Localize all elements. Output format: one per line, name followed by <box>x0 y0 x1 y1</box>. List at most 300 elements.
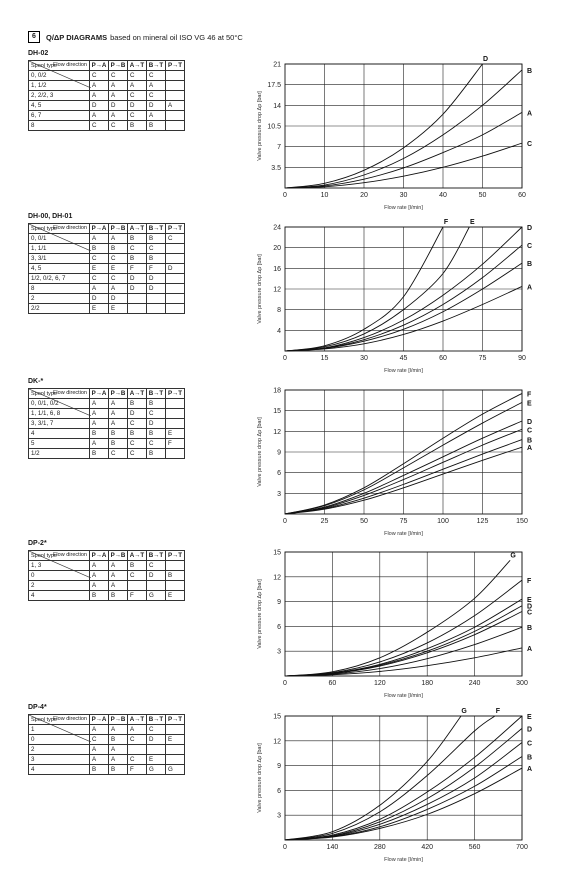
x-axis-label: Flow rate [l/min] <box>384 368 423 374</box>
pressure-drop-chart <box>250 56 550 224</box>
curve-letter-cell: C <box>109 254 128 264</box>
spool-type-cell: 2, 2/2, 3 <box>29 91 90 101</box>
spool-table <box>28 388 185 459</box>
pressure-drop-chart <box>250 219 550 387</box>
column-header: A→T <box>128 389 147 399</box>
series-label: B <box>527 437 533 445</box>
curve-letter-cell: A <box>90 81 109 91</box>
x-tick-label: 40 <box>439 192 447 199</box>
curve-letter-cell: C <box>147 91 166 101</box>
curve-letter-cell: A <box>128 81 147 91</box>
curve-letter-cell: B <box>147 399 166 409</box>
curve-letter-cell: C <box>90 274 109 284</box>
column-header: A→T <box>128 61 147 71</box>
curve-letter-cell: A <box>90 561 109 571</box>
valve-model-title: DH-00, DH-01 <box>28 213 73 220</box>
column-header: P→A <box>90 715 109 725</box>
curve-letter-cell: D <box>128 409 147 419</box>
curve-letter-cell: C <box>128 735 147 745</box>
curve-letter-cell <box>147 294 166 304</box>
spool-type-label: Spool type <box>31 63 57 69</box>
curve-letter-cell <box>128 294 147 304</box>
flow-direction-label: Flow direction <box>53 390 87 396</box>
curve-letter-cell: B <box>147 121 166 131</box>
table-row <box>29 449 185 459</box>
series-label: A <box>527 110 533 118</box>
column-header: P→B <box>109 389 128 399</box>
curve-letter-cell: D <box>109 294 128 304</box>
spool-type-cell: 2/2 <box>29 304 90 314</box>
curve-letter-cell <box>166 561 185 571</box>
spool-type-cell: 1/2 <box>29 449 90 459</box>
series-label: F <box>527 578 532 586</box>
curve-letter-cell: B <box>128 234 147 244</box>
series-line-E <box>285 716 522 840</box>
x-tick-label: 180 <box>421 680 434 687</box>
x-tick-label: 60 <box>518 192 526 199</box>
curve-letter-cell: B <box>90 765 109 775</box>
spool-type-label: Spool type <box>31 553 57 559</box>
y-tick-label: 9 <box>277 449 281 457</box>
x-tick-label: 700 <box>516 844 528 851</box>
curve-letter-cell: E <box>90 264 109 274</box>
series-label: D <box>527 225 533 232</box>
spool-type-cell: 5 <box>29 439 90 449</box>
y-tick-label: 7 <box>277 144 281 152</box>
flow-direction-label: Flow direction <box>53 716 87 722</box>
valve-model-title: DP-4* <box>28 704 47 711</box>
series-line-F <box>285 716 495 840</box>
curve-letter-cell: B <box>128 121 147 131</box>
curve-letter-cell: A <box>109 234 128 244</box>
spool-table <box>28 60 185 131</box>
spool-type-cell: 0, 0/1, 0/2 <box>29 399 90 409</box>
x-tick-label: 420 <box>421 844 434 851</box>
series-label: F <box>443 219 449 226</box>
curve-letter-cell <box>128 581 147 591</box>
series-label: D <box>482 56 489 63</box>
series-label: D <box>527 603 533 611</box>
column-header: P→T <box>166 61 185 71</box>
series-label: E <box>527 400 532 408</box>
y-tick-label: 24 <box>273 224 281 232</box>
curve-letter-cell: A <box>90 745 109 755</box>
x-tick-label: 50 <box>360 518 368 525</box>
page-header <box>28 30 243 44</box>
spool-type-cell: 4, 5 <box>29 264 90 274</box>
column-header: P→T <box>166 551 185 561</box>
x-axis-label: Flow rate [l/min] <box>384 205 423 211</box>
curve-letter-cell: D <box>147 284 166 294</box>
curve-letter-cell: C <box>109 71 128 81</box>
spool-type-cell: 2 <box>29 581 90 591</box>
series-label: D <box>527 419 533 426</box>
curve-letter-cell: B <box>90 429 109 439</box>
curve-letter-cell: A <box>90 284 109 294</box>
table-row <box>29 765 185 775</box>
y-tick-label: 15 <box>273 408 281 416</box>
curve-letter-cell <box>166 419 185 429</box>
curve-letter-cell: B <box>147 429 166 439</box>
curve-letter-cell: B <box>109 244 128 254</box>
curve-letter-cell <box>166 745 185 755</box>
x-axis-label: Flow rate [l/min] <box>384 531 423 537</box>
spool-type-cell: 2 <box>29 745 90 755</box>
curve-letter-cell: A <box>109 419 128 429</box>
curve-letter-cell: B <box>109 735 128 745</box>
curve-letter-cell <box>166 71 185 81</box>
y-axis-label: Valve pressure drop Δp [bar] <box>257 743 263 813</box>
curve-letter-cell: C <box>109 121 128 131</box>
curve-letter-cell: D <box>147 274 166 284</box>
spool-type-cell: 4, 5 <box>29 101 90 111</box>
section-number: 6 <box>28 31 40 43</box>
curve-letter-cell <box>166 581 185 591</box>
column-header: A→T <box>128 551 147 561</box>
curve-letter-cell: E <box>90 304 109 314</box>
curve-letter-cell: A <box>90 409 109 419</box>
curve-letter-cell: C <box>128 449 147 459</box>
curve-letter-cell: B <box>109 591 128 601</box>
series-label: E <box>527 714 532 721</box>
x-tick-label: 60 <box>328 680 337 687</box>
curve-letter-cell: B <box>90 591 109 601</box>
series-label: C <box>527 427 533 435</box>
curve-letter-cell: C <box>147 561 166 571</box>
column-header: P→A <box>90 389 109 399</box>
curve-letter-cell: C <box>147 409 166 419</box>
curve-letter-cell: B <box>147 234 166 244</box>
curve-letter-cell <box>147 581 166 591</box>
curve-letter-cell <box>147 745 166 755</box>
curve-letter-cell <box>166 409 185 419</box>
x-tick-label: 30 <box>360 355 368 362</box>
column-header: P→T <box>166 389 185 399</box>
curve-letter-cell: C <box>128 71 147 81</box>
flow-direction-label: Flow direction <box>53 225 87 231</box>
curve-letter-cell: D <box>90 101 109 111</box>
curve-letter-cell: G <box>147 591 166 601</box>
x-tick-label: 0 <box>283 844 287 851</box>
curve-letter-cell: D <box>166 264 185 274</box>
series-label: E <box>527 597 532 605</box>
y-tick-label: 12 <box>273 574 281 582</box>
table-row <box>29 591 185 601</box>
curve-letter-cell: B <box>128 254 147 264</box>
curve-letter-cell: C <box>147 244 166 254</box>
table-row <box>29 439 185 449</box>
x-tick-label: 0 <box>283 680 287 687</box>
series-label: B <box>527 754 533 762</box>
x-tick-label: 75 <box>478 355 487 362</box>
y-tick-label: 12 <box>273 286 281 294</box>
y-axis-label: Valve pressure drop Δp [bar] <box>257 417 263 487</box>
curve-letter-cell <box>166 304 185 314</box>
column-header: P→T <box>166 715 185 725</box>
column-header: B→T <box>147 61 166 71</box>
column-header: P→B <box>109 61 128 71</box>
pressure-drop-chart <box>250 549 550 712</box>
curve-letter-cell <box>166 91 185 101</box>
table-row <box>29 101 185 111</box>
curve-letter-cell: C <box>128 244 147 254</box>
curve-letter-cell: D <box>147 101 166 111</box>
series-label: C <box>527 243 533 251</box>
curve-letter-cell: B <box>166 571 185 581</box>
series-label: D <box>527 726 533 734</box>
series-label: F <box>495 708 501 715</box>
series-line-C <box>285 612 522 676</box>
table-row <box>29 755 185 765</box>
series-label: A <box>527 445 533 453</box>
x-tick-label: 140 <box>326 844 339 851</box>
table-row <box>29 745 185 755</box>
series-line-B <box>285 757 522 840</box>
x-tick-label: 20 <box>360 192 368 199</box>
curve-letter-cell: E <box>166 591 185 601</box>
curve-letter-cell: C <box>109 274 128 284</box>
column-header: P→B <box>109 224 128 234</box>
curve-letter-cell: A <box>109 409 128 419</box>
curve-letter-cell: A <box>90 725 109 735</box>
x-tick-label: 25 <box>320 518 329 525</box>
spool-type-cell: 0 <box>29 571 90 581</box>
table-row <box>29 429 185 439</box>
table-row <box>29 111 185 121</box>
curve-letter-cell: A <box>90 91 109 101</box>
pressure-drop-chart <box>250 708 550 876</box>
curve-letter-cell <box>166 111 185 121</box>
y-tick-label: 15 <box>273 713 281 721</box>
spool-type-cell: 4 <box>29 591 90 601</box>
curve-letter-cell: A <box>128 725 147 735</box>
x-tick-label: 100 <box>437 518 449 525</box>
spool-type-cell: 6, 7 <box>29 111 90 121</box>
curve-letter-cell: C <box>128 419 147 429</box>
table-row <box>29 274 185 284</box>
x-tick-label: 15 <box>320 355 329 362</box>
y-tick-label: 17.5 <box>267 82 281 90</box>
y-tick-label: 21 <box>273 61 281 69</box>
spool-type-cell: 3, 3/1, 7 <box>29 419 90 429</box>
x-tick-label: 45 <box>399 355 408 362</box>
curve-letter-cell: F <box>128 264 147 274</box>
curve-letter-cell: C <box>90 254 109 264</box>
curve-letter-cell: A <box>90 234 109 244</box>
curve-letter-cell: A <box>109 571 128 581</box>
curve-letter-cell: C <box>128 91 147 101</box>
series-label: A <box>527 645 533 653</box>
curve-letter-cell: A <box>109 91 128 101</box>
y-tick-label: 3 <box>277 648 281 656</box>
series-label: B <box>527 67 533 75</box>
curve-letter-cell: B <box>128 561 147 571</box>
y-tick-label: 12 <box>273 738 281 746</box>
curve-letter-cell <box>166 244 185 254</box>
column-header: A→T <box>128 715 147 725</box>
column-header: P→T <box>166 224 185 234</box>
curve-letter-cell: C <box>109 449 128 459</box>
curve-letter-cell <box>166 294 185 304</box>
spool-type-cell: 0, 0/1 <box>29 234 90 244</box>
curve-letter-cell <box>128 745 147 755</box>
x-axis-label: Flow rate [l/min] <box>384 857 423 863</box>
x-tick-label: 10 <box>320 192 329 199</box>
curve-letter-cell <box>166 449 185 459</box>
curve-letter-cell <box>166 121 185 131</box>
curve-letter-cell: A <box>109 561 128 571</box>
curve-letter-cell: A <box>166 101 185 111</box>
column-header: P→B <box>109 551 128 561</box>
plot-frame <box>285 716 522 840</box>
curve-letter-cell: E <box>166 735 185 745</box>
x-tick-label: 120 <box>373 680 386 687</box>
curve-letter-cell: C <box>147 71 166 81</box>
curve-letter-cell: F <box>128 765 147 775</box>
curve-letter-cell <box>166 284 185 294</box>
curve-letter-cell: A <box>109 725 128 735</box>
curve-letter-cell: G <box>147 765 166 775</box>
curve-letter-cell: E <box>166 429 185 439</box>
curve-letter-cell: C <box>128 439 147 449</box>
spool-type-cell: 1, 1/1, 6, 8 <box>29 409 90 419</box>
table-row <box>29 581 185 591</box>
curve-letter-cell: A <box>90 111 109 121</box>
y-tick-label: 6 <box>277 470 281 478</box>
spool-type-cell: 0 <box>29 735 90 745</box>
y-tick-label: 18 <box>273 387 281 395</box>
curve-letter-cell: A <box>109 81 128 91</box>
spool-type-cell: 2 <box>29 294 90 304</box>
y-tick-label: 10.5 <box>267 123 281 131</box>
curve-letter-cell: A <box>109 111 128 121</box>
x-tick-label: 0 <box>283 355 287 362</box>
spool-type-cell: 1, 1/1 <box>29 244 90 254</box>
curve-letter-cell: A <box>90 399 109 409</box>
curve-letter-cell <box>166 274 185 284</box>
curve-letter-cell: A <box>147 81 166 91</box>
y-tick-label: 9 <box>277 599 281 607</box>
spool-type-cell: 3, 3/1 <box>29 254 90 264</box>
curve-letter-cell: B <box>109 439 128 449</box>
spool-type-cell: 0, 0/2 <box>29 71 90 81</box>
spool-type-cell: 1/2, 0/2, 6, 7 <box>29 274 90 284</box>
curve-letter-cell: C <box>166 234 185 244</box>
curve-letter-cell: D <box>128 284 147 294</box>
flow-direction-label: Flow direction <box>53 552 87 558</box>
series-line-D <box>285 728 522 840</box>
y-tick-label: 4 <box>277 327 281 335</box>
curve-letter-cell: F <box>147 264 166 274</box>
curve-letter-cell: C <box>90 121 109 131</box>
series-label: A <box>527 284 533 292</box>
spool-type-cell: 1, 3 <box>29 561 90 571</box>
spool-type-label: Spool type <box>31 717 57 723</box>
x-tick-label: 150 <box>516 518 528 525</box>
curve-letter-cell: B <box>90 244 109 254</box>
column-header: B→T <box>147 715 166 725</box>
valve-model-title: DP-2* <box>28 540 47 547</box>
y-tick-label: 8 <box>277 307 281 315</box>
y-tick-label: 9 <box>277 763 281 771</box>
curve-letter-cell: A <box>90 755 109 765</box>
y-tick-label: 15 <box>273 549 281 557</box>
curve-letter-cell <box>166 254 185 264</box>
y-axis-label: Valve pressure drop Δp [bar] <box>257 254 263 324</box>
x-tick-label: 560 <box>468 844 481 851</box>
spool-table <box>28 223 185 314</box>
spool-type-cell: 8 <box>29 121 90 131</box>
series-label: F <box>527 391 532 399</box>
series-label: B <box>527 625 533 633</box>
curve-letter-cell: E <box>109 264 128 274</box>
curve-letter-cell: A <box>109 745 128 755</box>
curve-letter-cell: C <box>128 571 147 581</box>
spool-type-cell: 3 <box>29 755 90 765</box>
y-axis-label: Valve pressure drop Δp [bar] <box>257 579 263 649</box>
curve-letter-cell: A <box>90 439 109 449</box>
x-tick-label: 50 <box>478 192 487 199</box>
spool-type-cell: 4 <box>29 429 90 439</box>
curve-letter-cell: F <box>166 439 185 449</box>
curve-letter-cell: B <box>90 449 109 459</box>
curve-letter-cell: B <box>147 254 166 264</box>
y-tick-label: 12 <box>273 428 281 436</box>
series-label: E <box>469 219 475 226</box>
series-line-F <box>285 580 522 676</box>
series-line-G <box>285 560 510 676</box>
y-tick-label: 3.5 <box>271 164 281 172</box>
spool-type-label: Spool type <box>31 226 57 232</box>
table-row <box>29 254 185 264</box>
curve-letter-cell: B <box>128 429 147 439</box>
table-row <box>29 121 185 131</box>
section-title: Q/ΔP DIAGRAMS <box>46 32 108 42</box>
curve-letter-cell: D <box>109 101 128 111</box>
column-header: B→T <box>147 389 166 399</box>
curve-letter-cell <box>147 304 166 314</box>
table-diagonal-header <box>29 389 90 399</box>
table-row <box>29 284 185 294</box>
y-tick-label: 6 <box>277 787 281 795</box>
spool-type-cell: 1, 1/2 <box>29 81 90 91</box>
curve-letter-cell: D <box>128 101 147 111</box>
column-header: A→T <box>128 224 147 234</box>
column-header: P→A <box>90 61 109 71</box>
curve-letter-cell <box>166 755 185 765</box>
curve-letter-cell: D <box>128 274 147 284</box>
x-tick-label: 30 <box>399 192 408 199</box>
y-tick-label: 3 <box>277 490 281 498</box>
curve-letter-cell: A <box>90 419 109 429</box>
y-tick-label: 3 <box>277 812 281 820</box>
curve-letter-cell: D <box>90 294 109 304</box>
x-tick-label: 240 <box>468 680 481 687</box>
y-tick-label: 16 <box>273 265 281 273</box>
table-diagonal-header <box>29 715 90 725</box>
series-label: C <box>527 740 533 748</box>
curve-letter-cell: C <box>128 111 147 121</box>
table-diagonal-header <box>29 61 90 71</box>
y-tick-label: 6 <box>277 623 281 631</box>
curve-letter-cell: D <box>147 419 166 429</box>
curve-letter-cell: D <box>147 571 166 581</box>
curve-letter-cell: G <box>166 765 185 775</box>
y-tick-label: 20 <box>273 245 281 253</box>
curve-letter-cell: B <box>109 429 128 439</box>
x-axis-label: Flow rate [l/min] <box>384 693 423 699</box>
series-label: A <box>527 766 533 774</box>
